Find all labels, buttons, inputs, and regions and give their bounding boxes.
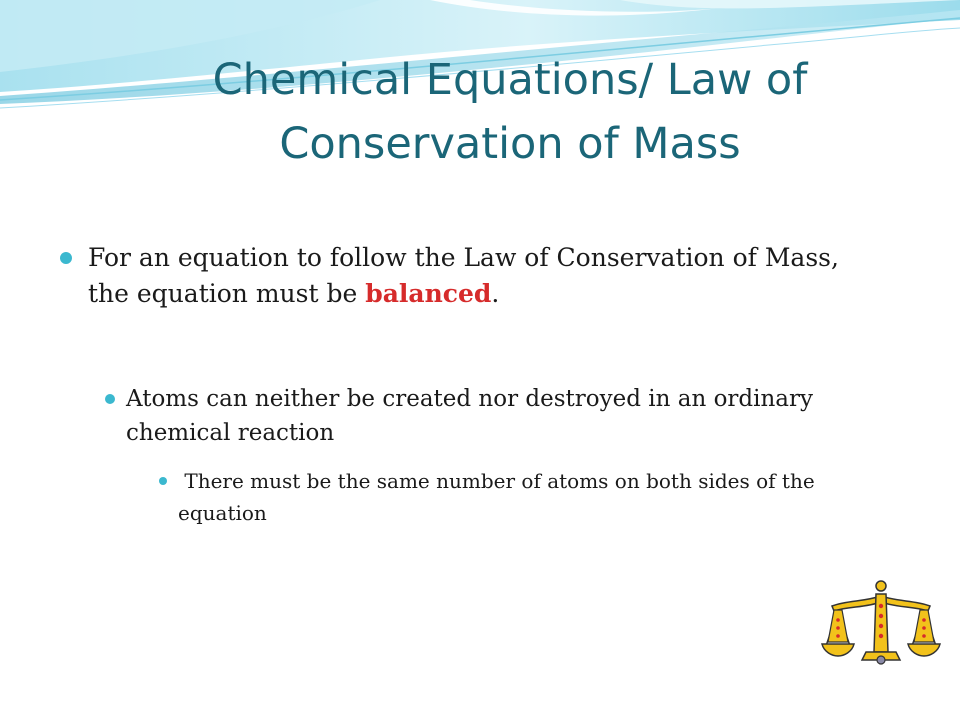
bullet-text: Atoms can neither be created nor destroyed in an ordinary chemical reaction bbox=[126, 386, 814, 446]
bullet-dot-icon bbox=[60, 252, 72, 264]
bullet-text: There must be the same number of atoms on both sides of the equation bbox=[178, 469, 822, 525]
emphasis-word: balanced bbox=[365, 279, 492, 308]
bullet-text bbox=[88, 240, 878, 312]
bullet-text-after: . bbox=[491, 279, 500, 308]
bullet-text-before: For an equation to follow the Law of Conservation of Mass, the equation must be bbox=[88, 243, 839, 308]
bullet-dot-icon bbox=[159, 477, 167, 485]
title-line-1: Chemical Equations/ Law of bbox=[212, 55, 808, 105]
bullet-level-2 bbox=[103, 382, 843, 450]
title-line-2: Conservation of Mass bbox=[279, 119, 741, 169]
bullet-level-1 bbox=[58, 240, 878, 312]
bullet-level-3 bbox=[157, 465, 887, 529]
balance-scale-icon bbox=[818, 580, 944, 668]
bullet-dot-icon bbox=[105, 394, 115, 404]
